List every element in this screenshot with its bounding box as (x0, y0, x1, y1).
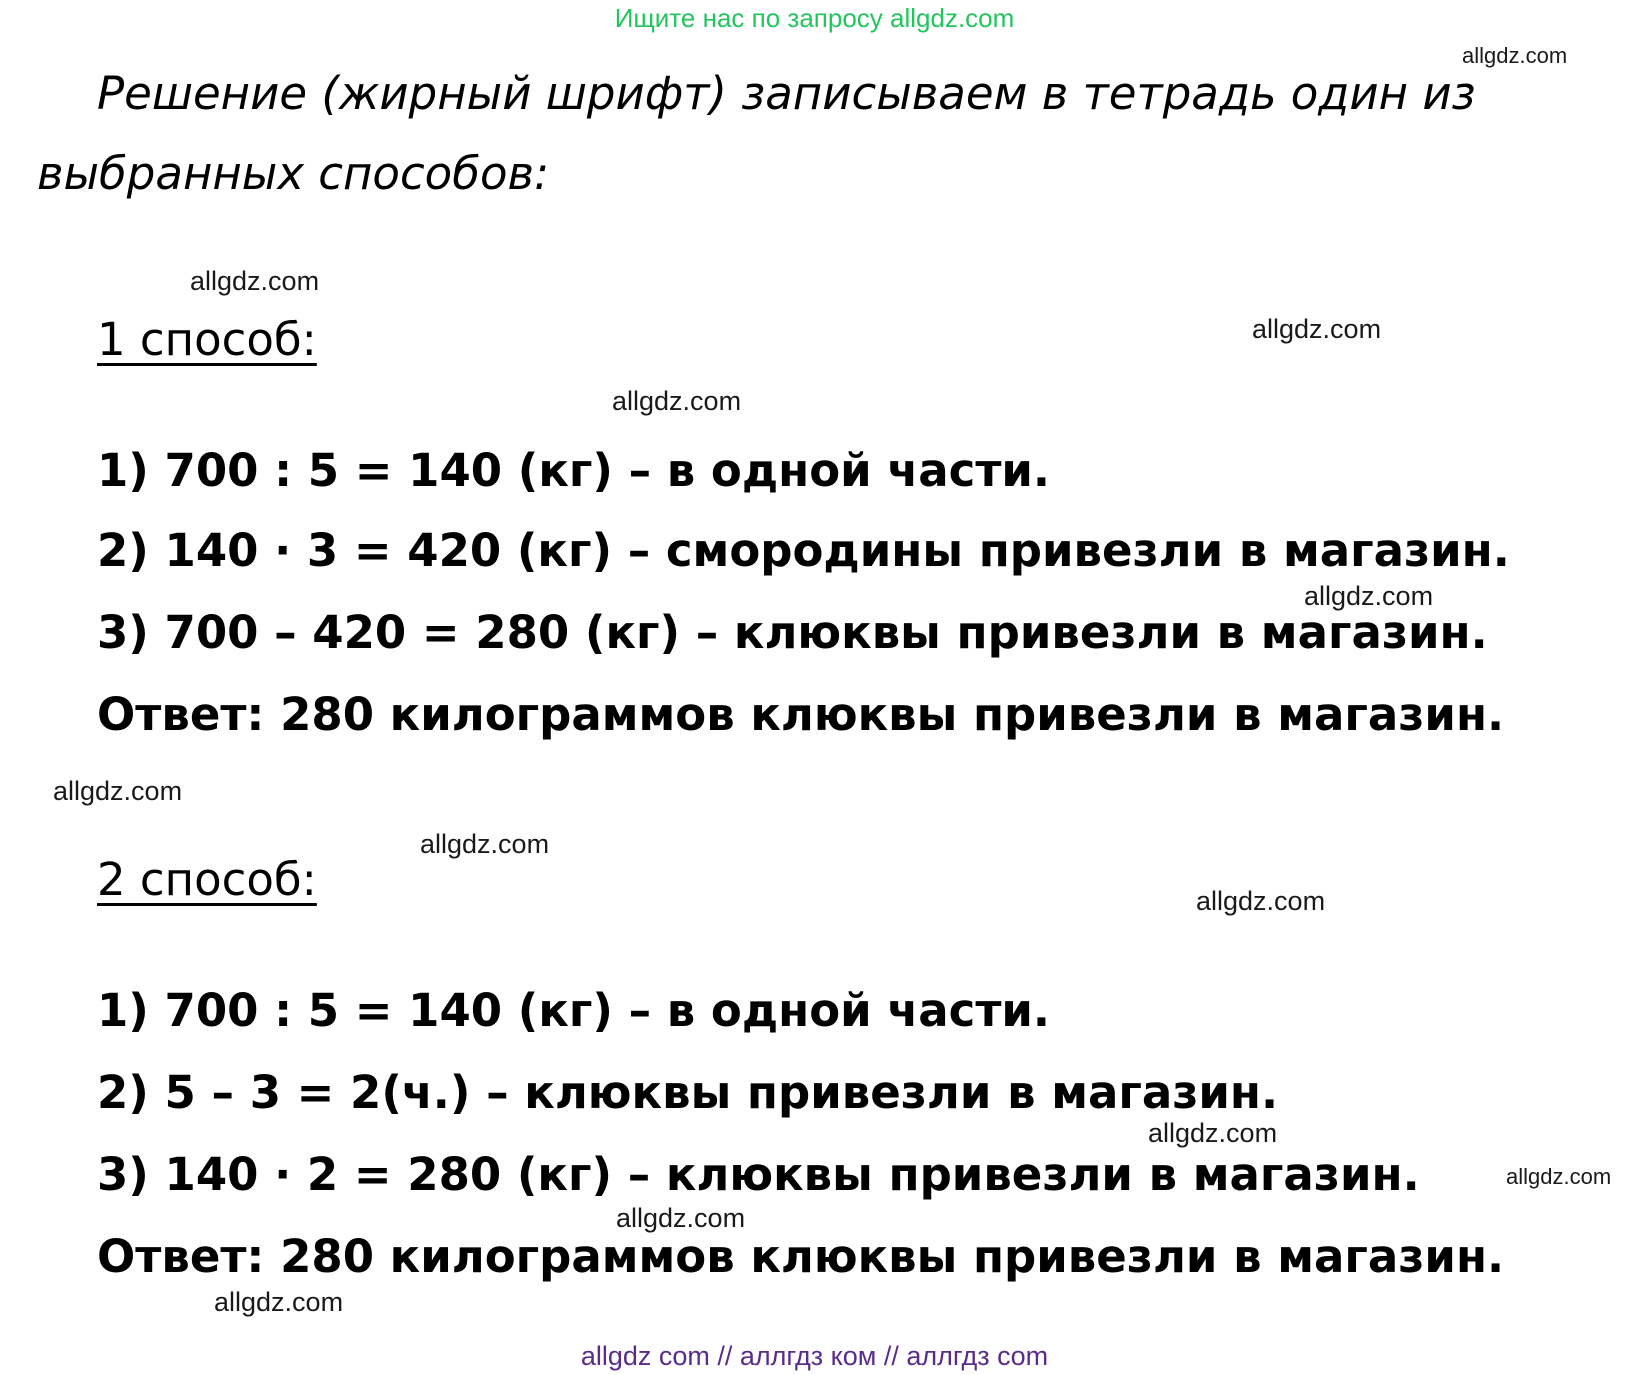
method-1-title: 1 способ: (97, 313, 317, 366)
method-1-answer: Ответ: 280 килограммов клюквы привезли в магазин. (97, 688, 1505, 741)
top-banner: Ищите нас по запросу allgdz.com (614, 3, 1015, 33)
method-2-step-3: 3) 140 · 2 = 280 (кг) – клюквы привезли в магазин. (97, 1148, 1420, 1201)
watermark: allgdz.com (420, 829, 550, 859)
watermark: allgdz.com (1196, 886, 1326, 916)
intro-line-2: выбранных способов: (37, 147, 550, 200)
watermark: allgdz.com (1252, 314, 1382, 344)
watermark: allgdz.com (1506, 1164, 1612, 1189)
watermark: allgdz.com (53, 776, 183, 806)
intro-line-1: Решение (жирный шрифт) записываем в тетрадь один из (97, 67, 1476, 120)
method-1-step-2: 2) 140 · 3 = 420 (кг) – смородины привезли в магазин. (97, 524, 1510, 577)
method-2-step-1: 1) 700 : 5 = 140 (кг) – в одной части. (97, 984, 1051, 1037)
watermark: allgdz.com (1462, 43, 1568, 68)
footer-link-strip[interactable]: allgdz com // аллгдз ком // аллгдз com (580, 1341, 1049, 1371)
method-1-step-1: 1) 700 : 5 = 140 (кг) – в одной части. (97, 444, 1051, 497)
method-2-title: 2 способ: (97, 853, 317, 906)
method-2-step-2: 2) 5 – 3 = 2(ч.) – клюквы привезли в магазин. (97, 1066, 1279, 1119)
watermark: allgdz.com (1304, 581, 1434, 611)
watermark: allgdz.com (1148, 1118, 1278, 1148)
method-1-step-3: 3) 700 – 420 = 280 (кг) – клюквы привезли в магазин. (97, 606, 1488, 659)
watermark: allgdz.com (612, 386, 742, 416)
watermark: allgdz.com (190, 266, 320, 296)
watermark: allgdz.com (214, 1287, 344, 1317)
method-2-answer: Ответ: 280 килограммов клюквы привезли в магазин. (97, 1230, 1505, 1283)
watermark: allgdz.com (616, 1203, 746, 1233)
